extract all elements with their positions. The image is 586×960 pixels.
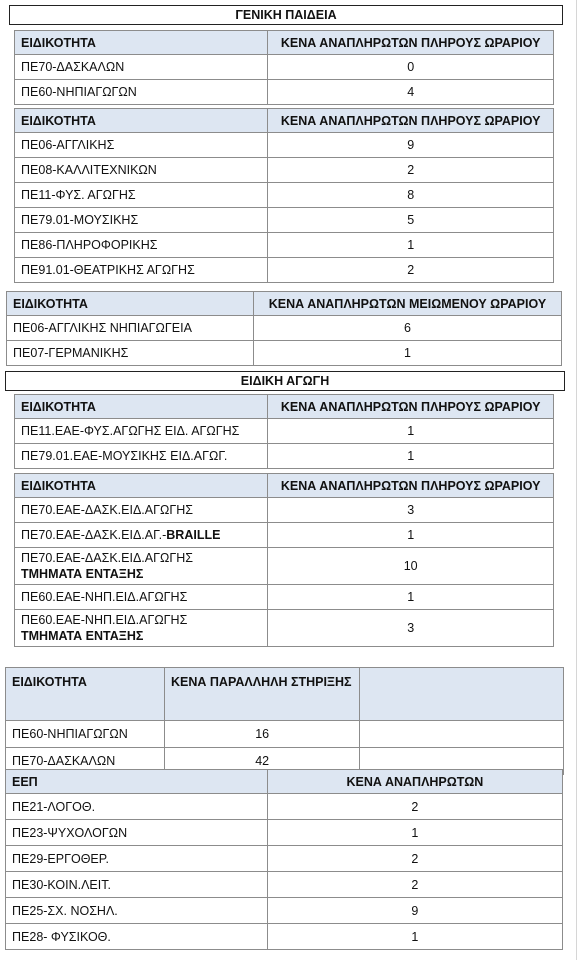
count-cell: 1 — [268, 523, 554, 548]
table-row — [6, 721, 564, 748]
specialty-cell — [15, 498, 268, 523]
table-row — [7, 316, 562, 341]
count-cell: 2 — [268, 158, 554, 183]
specialty-cell: ΠΕ28- ΦΥΣΙΚΟΘ. — [6, 924, 268, 950]
specialty-cell: ΠΕ91.01-ΘΕΑΤΡΙΚΗΣ ΑΓΩΓΗΣ — [15, 258, 268, 283]
header-vacancies: ΚΕΝΑ ΑΝΑΠΛΗΡΩΤΩΝ — [267, 770, 562, 794]
table-header-row — [7, 292, 562, 316]
header-specialty: ΕΙΔΙΚΟΤΗΤΑ — [15, 109, 268, 133]
specialty-cell: ΠΕ11-ΦΥΣ. ΑΓΩΓΗΣ — [15, 183, 268, 208]
general-table-2 — [14, 108, 554, 283]
table-row — [15, 183, 554, 208]
section-title-general: ΓΕΝΙΚΗ ΠΑΙΔΕΙΑ — [9, 5, 563, 25]
count-cell: 1 — [267, 924, 562, 950]
count-cell: 0 — [268, 55, 554, 80]
specialty-bold-text: BRAILLE — [166, 528, 221, 542]
specialty-cell: ΠΕ30-ΚΟΙΝ.ΛΕΙΤ. — [6, 872, 268, 898]
specialty-cell: ΠΕ08-ΚΑΛΛΙΤΕΧΝΙΚΩΝ — [15, 158, 268, 183]
table-row — [15, 444, 554, 469]
special-table-1 — [14, 394, 554, 469]
table-row — [15, 258, 554, 283]
parallel-support-table — [5, 667, 564, 775]
specialty-cell: ΠΕ23-ΨΥΧΟΛΟΓΩΝ — [6, 820, 268, 846]
header-vacancies: ΚΕΝΑ ΑΝΑΠΛΗΡΩΤΩΝ ΜΕΙΩΜΕΝΟΥ ΩΡΑΡΙΟΥ — [253, 292, 561, 316]
count-cell: 2 — [268, 258, 554, 283]
table-row — [15, 133, 554, 158]
header-eep: ΕΕΠ — [6, 770, 268, 794]
table-row — [15, 233, 554, 258]
page-edge-line — [576, 0, 577, 960]
specialty-cell: ΠΕ07-ΓΕΡΜΑΝΙΚΗΣ — [7, 341, 254, 366]
header-vacancies: ΚΕΝΑ ΑΝΑΠΛΗΡΩΤΩΝ ΠΛΗΡΟΥΣ ΩΡΑΡΙΟΥ — [268, 31, 554, 55]
specialty-cell: ΠΕ79.01.ΕΑΕ-ΜΟΥΣΙΚΗΣ ΕΙΔ.ΑΓΩΓ. — [15, 444, 268, 469]
table-row — [6, 820, 563, 846]
table-row — [15, 523, 554, 548]
specialty-text: ΠΕ70.ΕΑΕ-ΔΑΣΚ.ΕΙΔ.ΑΓΩΓΗΣ — [21, 503, 193, 517]
specialty-cell: ΠΕ06-ΑΓΓΛΙΚΗΣ ΝΗΠΙΑΓΩΓΕΙΑ — [7, 316, 254, 341]
count-cell: 9 — [267, 898, 562, 924]
specialty-bold-text: ΤΜΗΜΑΤΑ ΕΝΤΑΞΗΣ — [21, 629, 144, 643]
specialty-bold-text: ΤΜΗΜΑΤΑ ΕΝΤΑΞΗΣ — [21, 567, 144, 581]
table-header-row — [15, 31, 554, 55]
header-vacancies: ΚΕΝΑ ΑΝΑΠΛΗΡΩΤΩΝ ΠΛΗΡΟΥΣ ΩΡΑΡΙΟΥ — [268, 474, 554, 498]
count-cell: 1 — [268, 444, 554, 469]
table-row — [6, 872, 563, 898]
table-row — [15, 158, 554, 183]
specialty-cell: ΠΕ60-ΝΗΠΙΑΓΩΓΩΝ — [6, 721, 165, 748]
specialty-cell: ΠΕ86-ΠΛΗΡΟΦΟΡΙΚΗΣ — [15, 233, 268, 258]
table-row — [6, 846, 563, 872]
count-cell: 2 — [267, 794, 562, 820]
specialty-cell — [15, 548, 268, 585]
specialty-cell: ΠΕ11.ΕΑΕ-ΦΥΣ.ΑΓΩΓΗΣ ΕΙΔ. ΑΓΩΓΗΣ — [15, 419, 268, 444]
count-cell: 42 — [165, 748, 360, 775]
count-cell: 1 — [268, 585, 554, 610]
header-vacancies: ΚΕΝΑ ΑΝΑΠΛΗΡΩΤΩΝ ΠΛΗΡΟΥΣ ΩΡΑΡΙΟΥ — [268, 109, 554, 133]
count-cell: 2 — [267, 846, 562, 872]
count-cell: 9 — [268, 133, 554, 158]
specialty-cell: ΠΕ70-ΔΑΣΚΑΛΩΝ — [6, 748, 165, 775]
specialty-cell: ΠΕ79.01-ΜΟΥΣΙΚΗΣ — [15, 208, 268, 233]
table-header-row — [15, 109, 554, 133]
header-vacancies: ΚΕΝΑ ΑΝΑΠΛΗΡΩΤΩΝ ΠΛΗΡΟΥΣ ΩΡΑΡΙΟΥ — [268, 395, 554, 419]
special-table-2 — [14, 473, 554, 647]
table-row — [15, 419, 554, 444]
count-cell: 2 — [267, 872, 562, 898]
specialty-text: ΠΕ60.ΕΑΕ-ΝΗΠ.ΕΙΔ.ΑΓΩΓΗΣ — [21, 613, 188, 627]
header-specialty: ΕΙΔΙΚΟΤΗΤΑ — [6, 668, 165, 721]
specialty-cell — [15, 585, 268, 610]
specialty-cell: ΠΕ25-ΣΧ. ΝΟΣΗΛ. — [6, 898, 268, 924]
table-row — [7, 341, 562, 366]
count-cell: 6 — [253, 316, 561, 341]
empty-cell — [360, 721, 564, 748]
table-row — [6, 794, 563, 820]
specialty-cell: ΠΕ06-ΑΓΓΛΙΚΗΣ — [15, 133, 268, 158]
count-cell: 3 — [268, 498, 554, 523]
specialty-cell — [15, 523, 268, 548]
table-row — [15, 80, 554, 105]
table-row — [15, 208, 554, 233]
header-specialty: ΕΙΔΙΚΟΤΗΤΑ — [15, 474, 268, 498]
specialty-text: ΠΕ60.ΕΑΕ-ΝΗΠ.ΕΙΔ.ΑΓΩΓΗΣ — [21, 590, 188, 604]
header-empty-cell — [360, 668, 564, 721]
table-row — [15, 610, 554, 647]
count-cell: 1 — [253, 341, 561, 366]
count-cell: 5 — [268, 208, 554, 233]
table-row — [6, 924, 563, 950]
general-table-3 — [6, 291, 562, 366]
header-specialty: ΕΙΔΙΚΟΤΗΤΑ — [15, 395, 268, 419]
table-row — [15, 585, 554, 610]
table-header-row — [15, 395, 554, 419]
header-specialty: ΕΙΔΙΚΟΤΗΤΑ — [15, 31, 268, 55]
table-row — [15, 55, 554, 80]
specialty-cell: ΠΕ70-ΔΑΣΚΑΛΩΝ — [15, 55, 268, 80]
header-parallel-support: ΚΕΝΑ ΠΑΡΑΛΛΗΛΗ ΣΤΗΡΙΞΗΣ — [165, 668, 360, 721]
header-specialty: ΕΙΔΙΚΟΤΗΤΑ — [7, 292, 254, 316]
section-title-special: ΕΙΔΙΚΗ ΑΓΩΓΗ — [5, 371, 565, 391]
count-cell: 8 — [268, 183, 554, 208]
count-cell: 3 — [268, 610, 554, 647]
specialty-text: ΠΕ70.ΕΑΕ-ΔΑΣΚ.ΕΙΔ.ΑΓ.- — [21, 528, 167, 542]
general-table-1 — [14, 30, 554, 105]
table-header-row — [6, 668, 564, 721]
specialty-cell — [15, 610, 268, 647]
specialty-cell: ΠΕ21-ΛΟΓΟΘ. — [6, 794, 268, 820]
count-cell: 1 — [268, 233, 554, 258]
specialty-text: ΠΕ70.ΕΑΕ-ΔΑΣΚ.ΕΙΔ.ΑΓΩΓΗΣ — [21, 551, 193, 565]
specialty-cell: ΠΕ29-ΕΡΓΟΘΕΡ. — [6, 846, 268, 872]
table-header-row — [15, 474, 554, 498]
count-cell: 1 — [267, 820, 562, 846]
table-row — [6, 898, 563, 924]
table-row — [15, 548, 554, 585]
table-row — [15, 498, 554, 523]
specialty-cell: ΠΕ60-ΝΗΠΙΑΓΩΓΩΝ — [15, 80, 268, 105]
count-cell: 4 — [268, 80, 554, 105]
count-cell: 1 — [268, 419, 554, 444]
eep-table — [5, 769, 563, 950]
count-cell: 10 — [268, 548, 554, 585]
table-header-row — [6, 770, 563, 794]
count-cell: 16 — [165, 721, 360, 748]
